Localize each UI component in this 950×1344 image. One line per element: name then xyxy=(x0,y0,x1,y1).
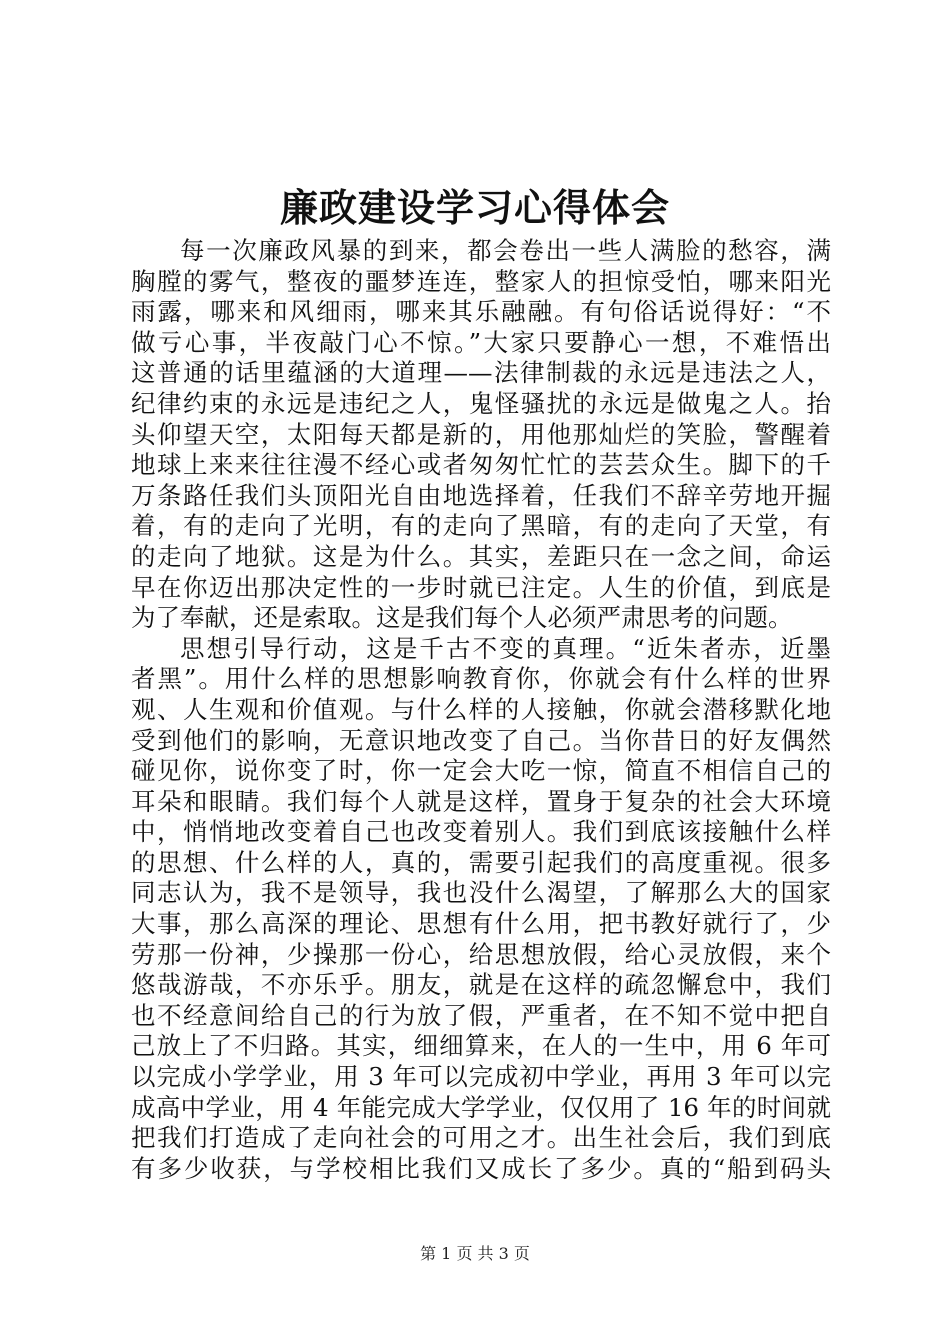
text-line: 也不经意间给自己的行为放了假，严重者，在不知不觉中把自 xyxy=(131,1000,831,1030)
text-line: 做亏心事，半夜敲门心不惊。”大家只要静心一想，不难悟出 xyxy=(131,327,831,357)
text-line: 碰见你，说你变了时，你一定会大吃一惊，简直不相信自己的 xyxy=(131,756,831,786)
text-line: 成高中学业，用 4 年能完成大学学业，仅仅用了 16 年的时间就 xyxy=(131,1092,831,1122)
text-line: 把我们打造成了走向社会的可用之才。出生社会后，我们到底 xyxy=(131,1123,831,1153)
text-line: 着，有的走向了光明，有的走向了黑暗，有的走向了天堂，有 xyxy=(131,511,831,541)
text-line: 悠哉游哉，不亦乐乎。朋友，就是在这样的疏忽懈怠中，我们 xyxy=(131,970,831,1000)
text-line: 大事，那么高深的理论、思想有什么用，把书教好就行了，少 xyxy=(131,909,831,939)
text-line: 这普通的话里蕴涵的大道理——法律制裁的永远是违法之人， xyxy=(131,358,831,388)
text-line: 受到他们的影响，无意识地改变了自己。当你昔日的好友偶然 xyxy=(131,725,831,755)
text-line: 中，悄悄地改变着自己也改变着别人。我们到底该接触什么样 xyxy=(131,817,831,847)
page-number-footer: 第 1 页 共 3 页 xyxy=(420,1244,530,1263)
text-line: 地球上来来往往漫不经心或者匆匆忙忙的芸芸众生。脚下的千 xyxy=(131,450,831,480)
text-line: 为了奉献，还是索取。这是我们每个人必须严肃思考的问题。 xyxy=(131,603,793,633)
document-body xyxy=(131,236,831,1184)
text-line: 早在你迈出那决定性的一步时就已注定。人生的价值，到底是 xyxy=(131,572,831,602)
text-line: 每一次廉政风暴的到来，都会卷出一些人满脸的愁容，满 xyxy=(180,236,831,265)
text-line: 者黑”。用什么样的思想影响教育你，你就会有什么样的世界 xyxy=(131,664,831,694)
document-title: 廉政建设学习心得体会 xyxy=(279,185,670,230)
text-line: 头仰望天空，太阳每天都是新的，用他那灿烂的笑脸，警醒着 xyxy=(131,419,831,449)
text-line: 有多少收获，与学校相比我们又成长了多少。真的“船到码头 xyxy=(131,1153,831,1183)
text-line: 同志认为，我不是领导，我也没什么渴望，了解那么大的国家 xyxy=(131,878,831,908)
text-line: 的思想、什么样的人，真的，需要引起我们的高度重视。很多 xyxy=(131,847,831,877)
text-line: 以完成小学学业，用 3 年可以完成初中学业，再用 3 年可以完 xyxy=(131,1062,831,1092)
text-line: 观、人生观和价值观。与什么样的人接触，你就会潜移默化地 xyxy=(131,694,831,724)
text-line: 胸膛的雾气，整夜的噩梦连连，整家人的担惊受怕，哪来阳光 xyxy=(131,266,831,296)
text-line: 的走向了地狱。这是为什么。其实，差距只在一念之间，命运 xyxy=(131,541,831,571)
paragraph-2 xyxy=(131,634,831,1185)
text-line: 思想引导行动，这是千古不变的真理。“近朱者赤，近墨 xyxy=(180,633,831,663)
text-line: 耳朵和眼睛。我们每个人就是这样，置身于复杂的社会大环境 xyxy=(131,786,831,816)
text-line: 雨露，哪来和风细雨，哪来其乐融融。有句俗话说得好：“不 xyxy=(131,297,831,327)
text-line: 纪律约束的永远是违纪之人，鬼怪骚扰的永远是做鬼之人。抬 xyxy=(131,388,831,418)
text-line: 万条路任我们头顶阳光自由地选择着，任我们不辞辛劳地开掘 xyxy=(131,480,831,510)
paragraph-1 xyxy=(131,236,831,634)
text-line: 己放上了不归路。其实，细细算来，在人的一生中，用 6 年可 xyxy=(131,1031,831,1061)
text-line: 劳那一份神，少操那一份心，给思想放假，给心灵放假，来个 xyxy=(131,939,831,969)
